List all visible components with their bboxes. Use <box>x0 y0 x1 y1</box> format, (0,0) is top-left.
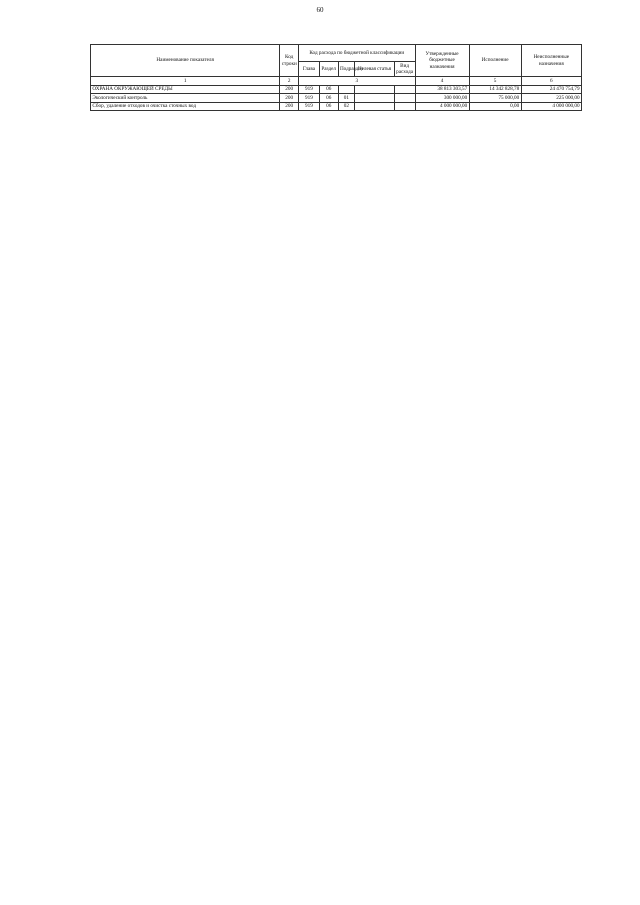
table-row <box>91 85 582 94</box>
table-row <box>91 94 582 103</box>
page-number: 60 <box>316 6 324 14</box>
cell-approved: 300 000,00 <box>415 94 469 103</box>
cell-code-str: 200 <box>280 85 299 94</box>
cell-celevaya <box>355 94 395 103</box>
cell-vid <box>394 102 415 111</box>
header-code-str: Код строки <box>280 45 299 77</box>
cell-razdel: 06 <box>319 94 338 103</box>
cell-executed: 14 342 828,78 <box>469 85 521 94</box>
cell-podrazdel <box>338 85 355 94</box>
header-vid: Вид расхода <box>396 62 414 76</box>
cell-vid <box>394 85 415 94</box>
cell-name: Сбор, удаление отходов и очистка сточных вод <box>91 102 280 111</box>
cell-razdel: 06 <box>319 102 338 111</box>
column-number: 3 <box>299 77 415 86</box>
budget-table <box>90 44 582 111</box>
column-number: 5 <box>469 77 521 86</box>
header-name: Наименование показателя <box>91 45 280 77</box>
header-razdel: Раздел <box>319 62 338 77</box>
cell-glava: 919 <box>299 85 320 94</box>
cell-podrazdel: 02 <box>338 102 355 111</box>
cell-approved: 4 000 000,00 <box>415 102 469 111</box>
column-number: 4 <box>415 77 469 86</box>
header-executed: Исполнение <box>469 45 521 77</box>
cell-celevaya <box>355 102 395 111</box>
column-number: 6 <box>521 77 581 86</box>
cell-celevaya <box>355 85 395 94</box>
header-unexecuted: Неисполненные назначения <box>521 45 581 77</box>
column-number: 2 <box>280 77 299 86</box>
column-number: 1 <box>91 77 280 86</box>
cell-vid <box>394 94 415 103</box>
cell-podrazdel: 01 <box>338 94 355 103</box>
header-glava: Глава <box>299 62 320 77</box>
header-podrazdel: Подраздел <box>338 62 355 77</box>
cell-executed: 75 000,00 <box>469 94 521 103</box>
cell-name: Экологический контроль <box>91 94 280 103</box>
cell-razdel: 06 <box>319 85 338 94</box>
header-approved: Утвержденные бюджетные назначения <box>415 45 469 77</box>
table-body <box>91 85 582 111</box>
cell-code-str: 200 <box>280 94 299 103</box>
cell-executed: 0,00 <box>469 102 521 111</box>
header-classification: Код расхода по бюджетной классификации <box>299 45 415 62</box>
table-row <box>91 102 582 111</box>
cell-glava: 919 <box>299 94 320 103</box>
cell-name: ОХРАНА ОКРУЖАЮЩЕЙ СРЕДЫ <box>91 85 280 94</box>
cell-approved: 38 813 303,57 <box>415 85 469 94</box>
header-celevaya: Целевая статья <box>355 62 395 77</box>
cell-unexecuted: 225 000,00 <box>521 94 581 103</box>
budget-table-wrapper <box>90 44 582 111</box>
cell-code-str: 200 <box>280 102 299 111</box>
cell-glava: 919 <box>299 102 320 111</box>
cell-unexecuted: 4 000 000,00 <box>521 102 581 111</box>
cell-unexecuted: 24 470 754,79 <box>521 85 581 94</box>
